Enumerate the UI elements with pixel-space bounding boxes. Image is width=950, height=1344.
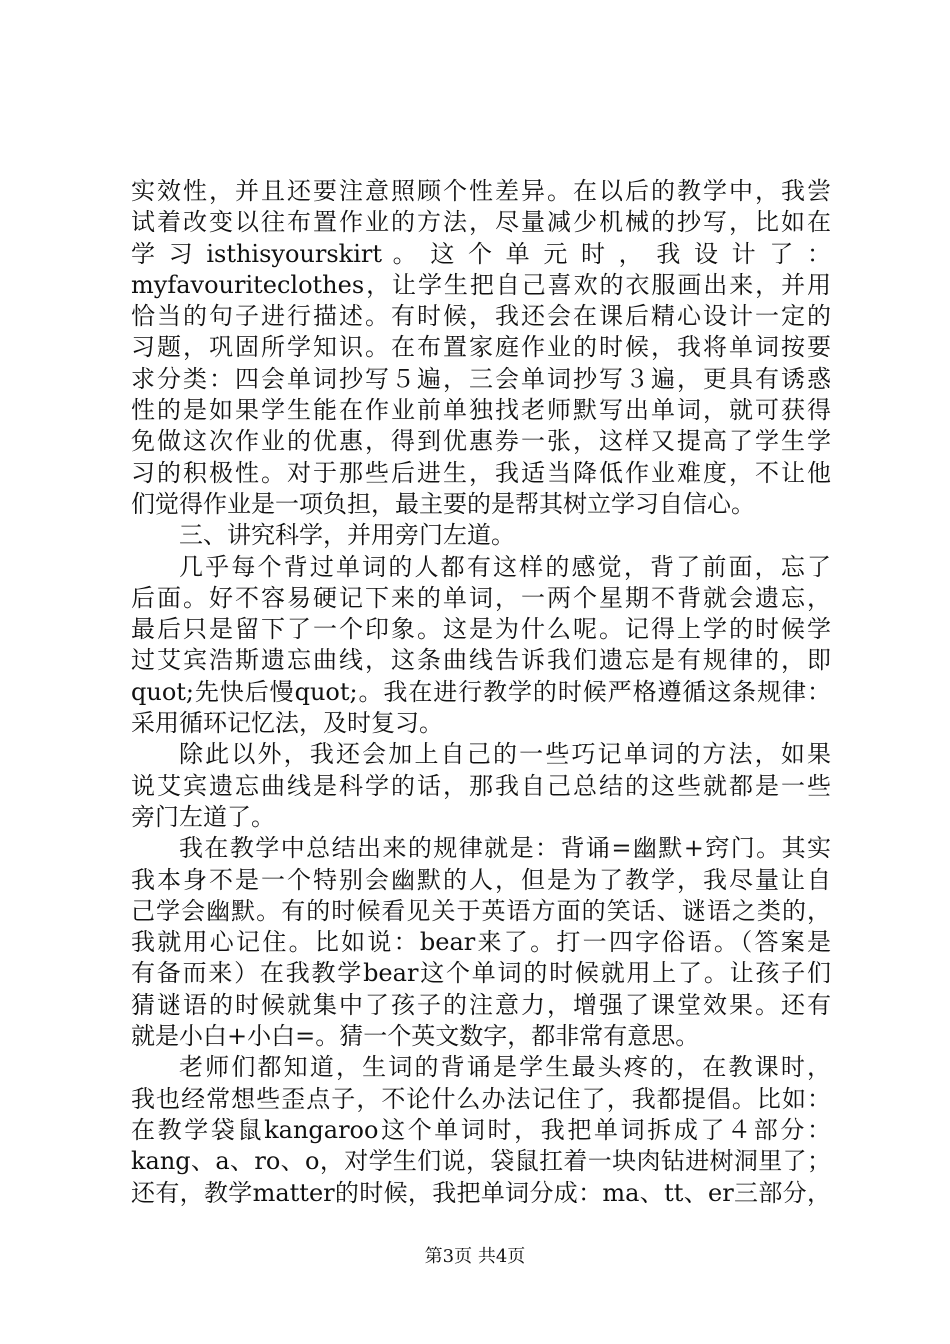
text-line: quot;先快后慢quot;。我在进行教学的时候严格遵循这条规律： — [131, 677, 831, 706]
text-line: 性的是如果学生能在作业前单独找老师默写出单词，就可获得 — [131, 396, 831, 425]
text-line: 在教学袋鼠kangaroo这个单词时，我把单词拆成了４部分： — [131, 1115, 831, 1144]
text-line: 恰当的句子进行描述。有时候，我还会在课后精心设计一定的 — [131, 302, 831, 331]
text-line: kang、a、ro、o，对学生们说，袋鼠扛着一块肉钻进树洞里了； — [131, 1147, 831, 1176]
text-line: 我就用心记住。比如说：bear来了。打一四字俗语。（答案是 — [131, 928, 831, 957]
page-number-footer: 第3页 共4页 — [424, 1246, 526, 1267]
text-line: 习的积极性。对于那些后进生，我适当降低作业难度，不让他 — [131, 458, 831, 487]
text-line: myfavouriteclothes，让学生把自己喜欢的衣服画出来，并用 — [131, 270, 831, 299]
text-line: 们觉得作业是一项负担，最主要的是帮其树立学习自信心。 — [131, 489, 755, 518]
text-line: 说艾宾遗忘曲线是科学的话，那我自己总结的这些就都是一些 — [131, 771, 831, 800]
text-line: 就是小白+小白=。猜一个英文数字，都非常有意思。 — [131, 1022, 700, 1051]
text-line: 还有，教学matter的时候，我把单词分成：ma、tt、er三部分， — [131, 1178, 831, 1207]
paragraph-first-line: 除此以外，我还会加上自己的一些巧记单词的方法，如果 — [179, 740, 831, 769]
text-line: 最后只是留下了一个印象。这是为什么呢。记得上学的时候学 — [131, 615, 831, 644]
text-line: 试着改变以往布置作业的方法，尽量减少机械的抄写，比如在 — [131, 208, 831, 237]
text-line: 学 习 isthisyourskirt 。 这 个 单 元 时 ， 我 设 计 了 ： — [131, 239, 831, 268]
text-line: 我也经常想些歪点子，不论什么办法记住了，我都提倡。比如： — [131, 1084, 831, 1113]
text-line: 有备而来）在我教学bear这个单词的时候就用上了。让孩子们 — [131, 959, 831, 988]
paragraph-first-line: 几乎每个背过单词的人都有这样的感觉，背了前面，忘了 — [179, 552, 831, 581]
paragraph-first-line: 我在教学中总结出来的规律就是：背诵=幽默+窍门。其实 — [179, 834, 831, 863]
text-line: 猜谜语的时候就集中了孩子的注意力，增强了课堂效果。还有 — [131, 990, 831, 1019]
text-line: 免做这次作业的优惠，得到优惠券一张，这样又提高了学生学 — [131, 427, 831, 456]
document-body — [131, 176, 831, 1209]
text-line: 旁门左道了。 — [131, 802, 275, 831]
text-line: 过艾宾浩斯遗忘曲线，这条曲线告诉我们遗忘是有规律的，即 — [131, 646, 831, 675]
text-line: 习题，巩固所学知识。在布置家庭作业的时候，我将单词按要 — [131, 333, 831, 362]
text-line: 求分类：四会单词抄写５遍，三会单词抄写３遍，更具有诱惑 — [131, 364, 831, 393]
text-line: 己学会幽默。有的时候看见关于英语方面的笑话、谜语之类的， — [131, 896, 831, 925]
text-line: 我本身不是一个特别会幽默的人，但是为了教学，我尽量让自 — [131, 865, 831, 894]
text-line: 后面。好不容易硬记下来的单词，一两个星期不背就会遗忘， — [131, 583, 831, 612]
text-line: 采用循环记忆法，及时复习。 — [131, 709, 443, 738]
text-line: 实效性，并且还要注意照顾个性差异。在以后的教学中，我尝 — [131, 177, 831, 205]
paragraph-first-line: 老师们都知道，生词的背诵是学生最头疼的，在教课时， — [179, 1053, 831, 1082]
section-heading: 三、讲究科学，并用旁门左道。 — [179, 521, 515, 550]
